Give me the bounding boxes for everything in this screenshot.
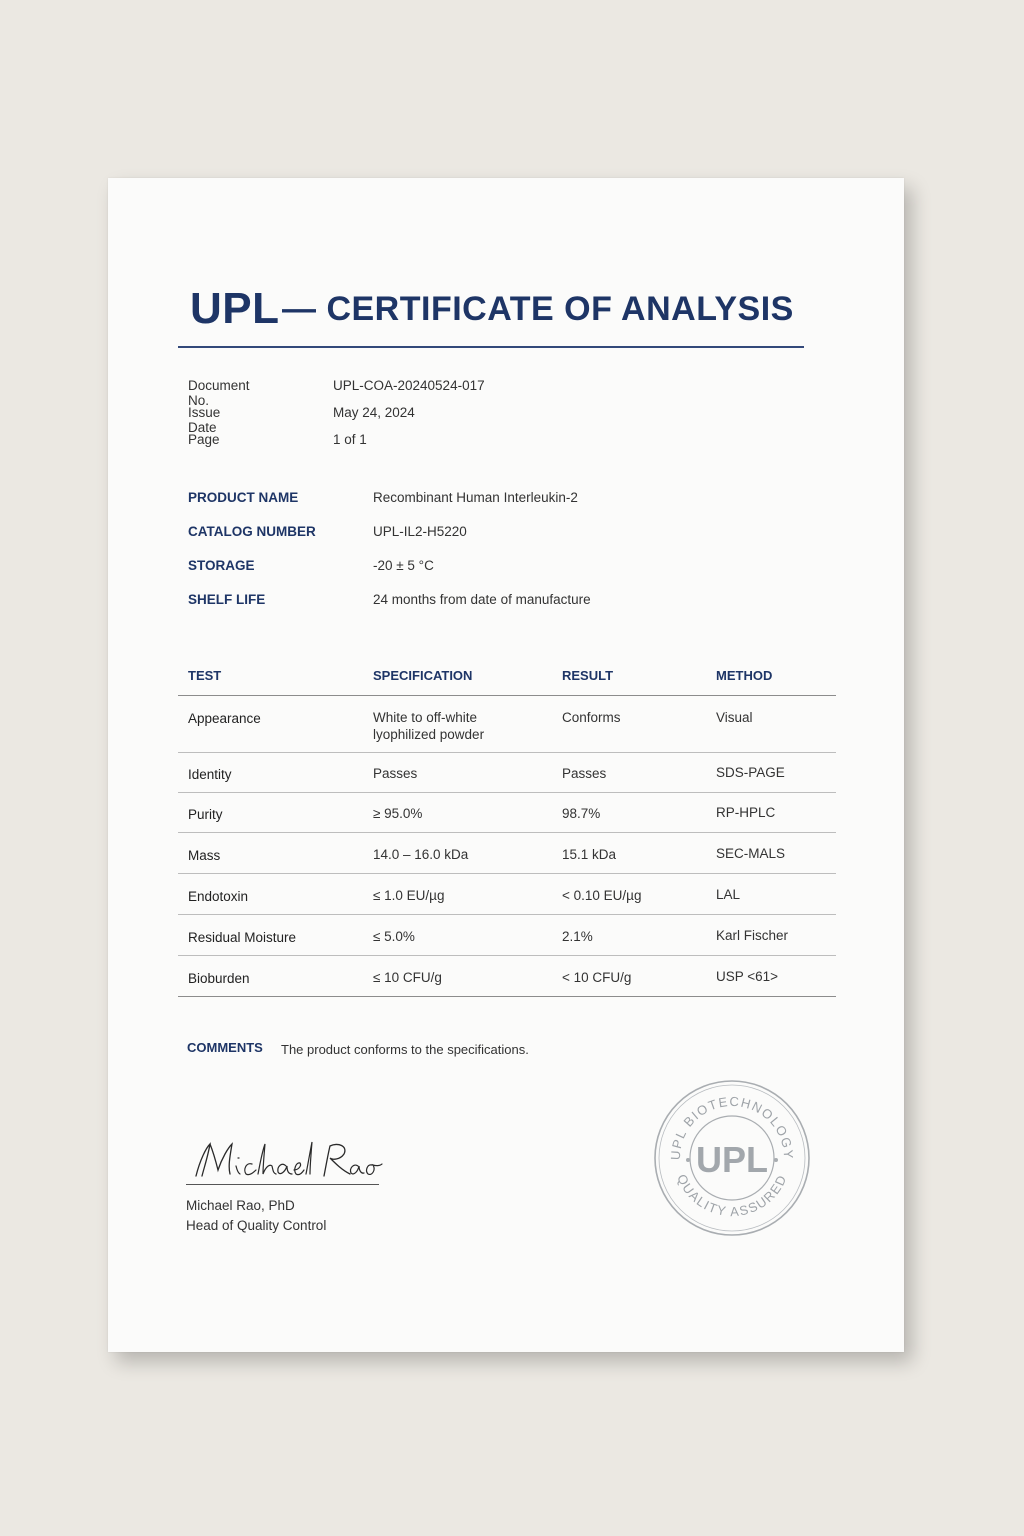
cell-spec-line2: lyophilized powder	[373, 727, 485, 742]
product-value: Recombinant Human Interleukin-2	[373, 490, 578, 505]
cell-result: < 0.10 EU/µg	[562, 888, 642, 903]
signatory-name: Michael Rao, PhD	[186, 1198, 295, 1213]
meta-label: Document No.	[188, 378, 250, 408]
seal-bottom-text: QUALITY ASSURED	[674, 1171, 790, 1220]
product-label: STORAGE	[188, 558, 255, 573]
cell-test: Bioburden	[188, 971, 250, 986]
table-row	[178, 833, 836, 874]
cell-spec: ≤ 10 CFU/g	[373, 970, 442, 985]
seal-center-text: UPL	[696, 1139, 768, 1180]
cell-result: 2.1%	[562, 929, 593, 944]
product-value: UPL-IL2-H5220	[373, 524, 467, 539]
cell-method: Karl Fischer	[716, 928, 789, 943]
meta-value: 1 of 1	[333, 432, 367, 447]
column-header-specification: SPECIFICATION	[373, 668, 473, 683]
document-title	[190, 280, 816, 350]
table-row	[178, 956, 836, 997]
column-header-method: METHOD	[716, 668, 773, 683]
table-row	[178, 753, 836, 793]
table-header	[178, 658, 836, 696]
table-row	[178, 793, 836, 833]
cell-result: 98.7%	[562, 806, 601, 821]
meta-value: UPL-COA-20240524-017	[333, 378, 485, 393]
cell-spec: White to off-white	[373, 710, 478, 725]
cell-test: Endotoxin	[188, 889, 249, 904]
cell-spec: ≤ 1.0 EU/µg	[373, 888, 445, 903]
test-results-table	[178, 658, 836, 997]
cell-method: Visual	[716, 710, 753, 725]
cell-method: USP <61>	[716, 969, 779, 984]
title-divider	[178, 346, 804, 348]
cell-result: 15.1 kDa	[562, 847, 617, 862]
cell-spec: ≤ 5.0%	[373, 929, 415, 944]
quality-seal-stamp	[652, 1078, 812, 1238]
seal-top-text: UPL BIOTECHNOLOGY	[667, 1093, 797, 1161]
product-value: -20 ± 5 °C	[373, 558, 434, 573]
product-value: 24 months from date of manufacture	[373, 592, 591, 607]
title-brand: UPL	[190, 284, 280, 333]
cell-result: Passes	[562, 766, 607, 781]
certificate-page	[108, 178, 904, 1352]
cell-test: Residual Moisture	[188, 930, 297, 945]
meta-value: May 24, 2024	[333, 405, 415, 420]
table-row	[178, 696, 836, 753]
signature-line	[186, 1184, 379, 1185]
cell-method: RP-HPLC	[716, 805, 776, 820]
meta-label: Issue Date	[188, 405, 221, 435]
signatory-title: Head of Quality Control	[186, 1218, 327, 1233]
cell-result: < 10 CFU/g	[562, 970, 632, 985]
table-row	[178, 915, 836, 956]
cell-spec: Passes	[373, 766, 418, 781]
handwritten-signature	[186, 1130, 386, 1190]
cell-method: SDS-PAGE	[716, 765, 785, 780]
product-label: CATALOG NUMBER	[188, 524, 316, 539]
cell-result: Conforms	[562, 710, 621, 725]
cell-test: Identity	[188, 767, 232, 782]
cell-test: Mass	[188, 848, 221, 863]
title-text: — CERTIFICATE OF ANALYSIS	[282, 290, 794, 328]
meta-label: Page	[188, 432, 220, 447]
cell-method: LAL	[716, 887, 741, 902]
table-row	[178, 874, 836, 915]
comments-text: The product conforms to the specifications.	[281, 1042, 529, 1057]
cell-test: Appearance	[188, 711, 261, 726]
product-label: SHELF LIFE	[188, 592, 266, 607]
column-header-test: TEST	[188, 668, 222, 683]
column-header-result: RESULT	[562, 668, 614, 683]
cell-method: SEC-MALS	[716, 846, 786, 861]
comments-label: COMMENTS	[187, 1040, 263, 1055]
cell-spec: 14.0 – 16.0 kDa	[373, 847, 469, 862]
cell-test: Purity	[188, 807, 223, 822]
product-label: PRODUCT NAME	[188, 490, 299, 505]
cell-spec: ≥ 95.0%	[373, 806, 423, 821]
